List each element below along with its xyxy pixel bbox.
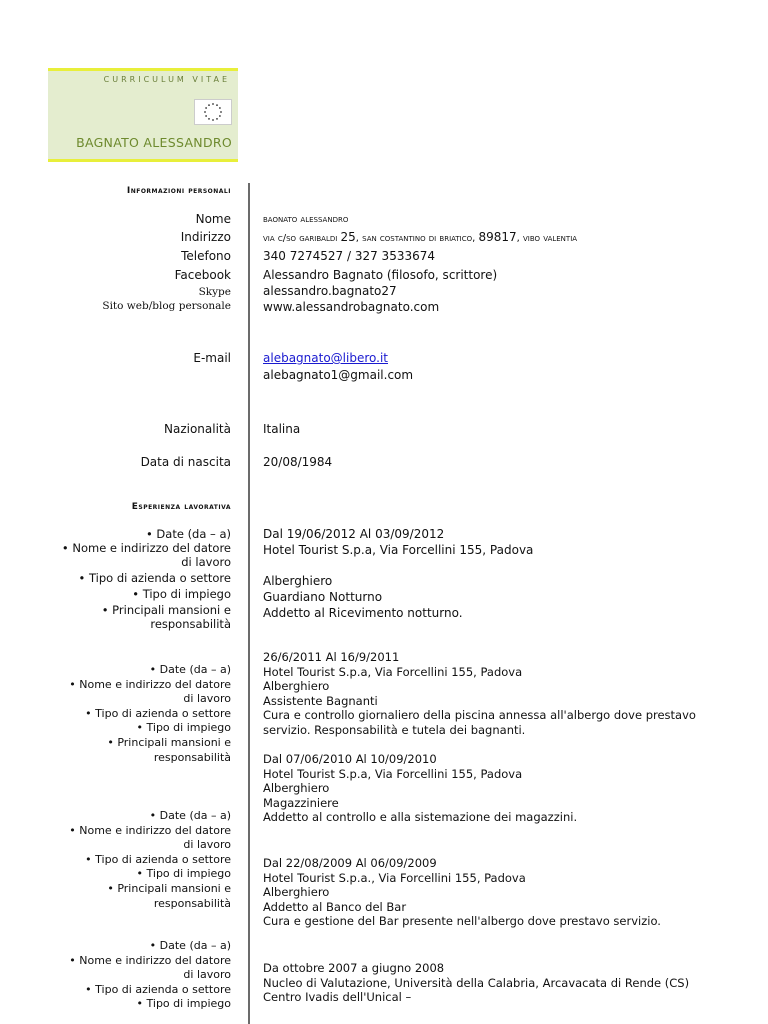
job2-sector: Alberghiero [263,679,330,694]
sito-value: www.alessandrobagnato.com [263,300,440,314]
job3-duties: Addetto al controllo e alla sistemazione dei magazzini. [263,810,578,825]
employer-label-cont: di lavoro [181,555,231,569]
job4-date: Dal 22/08/2009 Al 06/09/2009 [263,856,437,870]
job1-employer: Hotel Tourist S.p.a, Via Forcellini 155, Padova [263,543,534,557]
employer-label-cont: di lavoro [183,968,231,982]
job2-role: Assistente Bagnanti [263,693,378,708]
job2-duties: Cura e controllo giornaliero della piscina annessa all'albergo dove prestavo [263,708,696,723]
employer-label: • Nome e indirizzo del datore [69,677,231,691]
role-label: • Tipo di impiego [136,721,231,735]
job1-date: Dal 19/06/2012 Al 03/09/2012 [263,527,445,541]
cv-label: CURRICULUM VITAE [103,75,230,84]
duties-label: • Principali mansioni e [107,881,231,895]
role-label: • Tipo di impiego [136,997,231,1011]
duties-label: • Principali mansioni e [101,603,231,617]
employer-label-cont: di lavoro [183,692,231,706]
sector-label: • Tipo di azienda o settore [85,982,231,996]
job2-duties-cont: servizio. Responsabilità e tutela dei bagnanti. [263,722,526,737]
job3-date: Dal 07/06/2010 Al 10/09/2010 [263,752,437,766]
job2-labels [0,663,231,765]
job3-values [263,752,577,825]
date-label: • Date (da – a) [149,663,231,676]
employer-label-cont: di lavoro [183,838,231,852]
duties-label-cont: responsabilità [150,617,231,631]
email-label: E-mail [193,351,231,365]
job4-values [263,856,661,929]
job3-sector: Alberghiero [263,781,330,796]
sector-label: • Tipo di azienda o settore [85,852,231,866]
nome-value: baonato alessandro [263,214,349,225]
nome-label: Nome [195,212,231,226]
job2-values [263,650,696,738]
telefono-label: Telefono [181,249,231,263]
job1-labels [0,527,231,631]
indirizzo-label: Indirizzo [180,230,231,244]
email-value-2: alebagnato1@gmail.com [263,368,414,382]
skype-value: alessandro.bagnato27 [263,284,397,298]
skype-label: Skype [198,286,231,298]
sito-label: Sito web/blog personale [102,300,231,312]
eu-flag-icon [194,99,232,125]
job1-duties: Addetto al Ricevimento notturno. [263,606,463,620]
role-label: • Tipo di impiego [132,587,231,601]
job5-employer: Nucleo di Valutazione, Università della Calabria, Arcavacata di Rende (CS) [263,975,690,990]
employer-label: • Nome e indirizzo del datore [69,823,231,837]
job3-labels [0,809,231,911]
cv-header-box [48,68,238,162]
job2-date: 26/6/2011 Al 16/9/2011 [263,650,400,664]
job4-role: Addetto al Banco del Bar [263,899,407,914]
employer-label: • Nome e indirizzo del datore [69,953,231,967]
job5-values [263,961,689,1005]
job2-employer: Hotel Tourist S.p.a, Via Forcellini 155, Padova [263,664,523,679]
section-personal-title: Informazioni personali [126,186,231,196]
job4-labels [0,939,231,1012]
date-label: • Date (da – a) [149,939,231,952]
nascita-value: 20/08/1984 [263,455,333,469]
date-label: • Date (da – a) [145,527,231,541]
duties-label-cont: responsabilità [153,896,231,910]
facebook-label: Facebook [174,268,231,282]
nazionalita-value: Italina [263,422,301,436]
job4-duties: Cura e gestione del Bar presente nell'albergo dove prestavo servizio. [263,914,661,929]
nazionalita-label: Nazionalità [164,422,231,436]
email-link-1[interactable]: alebagnato@libero.it [263,351,388,365]
job1-sector: Alberghiero [263,574,333,588]
duties-label-cont: responsabilità [153,750,231,764]
job5-sector: Centro Ivadis dell'Unical – [263,990,412,1005]
job3-employer: Hotel Tourist S.p.a, Via Forcellini 155, Padova [263,766,523,781]
sector-label: • Tipo di azienda o settore [78,571,231,585]
job5-date: Da ottobre 2007 a giugno 2008 [263,961,445,975]
job1-role: Guardiano Notturno [263,590,383,604]
nascita-label: Data di nascita [140,455,231,469]
employer-label: • Nome e indirizzo del datore [61,541,231,555]
facebook-value: Alessandro Bagnato (filosofo, scrittore) [263,268,498,282]
job3-role: Magazziniere [263,795,339,810]
person-name: BAGNATO ALESSANDRO [76,135,232,150]
role-label: • Tipo di impiego [136,867,231,881]
telefono-value: 340 7274527 / 327 3533674 [263,249,435,263]
job4-sector: Alberghiero [263,885,330,900]
job4-employer: Hotel Tourist S.p.a., Via Forcellini 155, Padova [263,870,526,885]
date-label: • Date (da – a) [149,809,231,822]
indirizzo-value: via c/so garibaldi 25, san costantino di briatico, 89817, vibo valentia [263,230,578,244]
section-experience-title: Esperienza lavorativa [131,502,231,512]
sector-label: • Tipo di azienda o settore [85,706,231,720]
column-divider [248,183,250,1024]
duties-label: • Principali mansioni e [107,735,231,749]
